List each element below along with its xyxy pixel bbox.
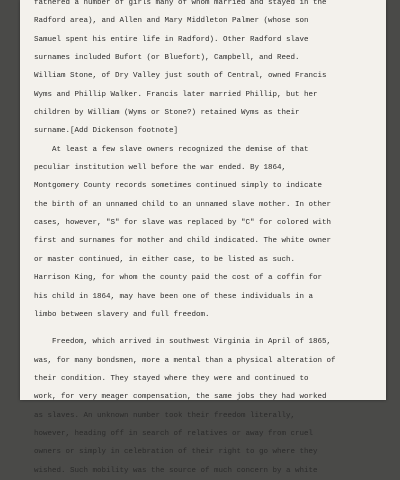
- text-line: Freedom, which arrived in southwest Virginia in April of 1865,: [34, 338, 332, 347]
- text-line: fathered a number of girls many of whom married and stayed in the: [34, 0, 327, 7]
- text-line: cases, however, "S" for slave was replaced by "C" for colored with: [34, 219, 332, 228]
- text-line: children by William (Wyms or Stone?) retained Wyms as their: [34, 109, 300, 118]
- text-line: Samuel spent his entire life in Radford). Other Radford slave: [34, 35, 309, 44]
- text-line: wished. Such mobility was the source of much concern by a white: [34, 466, 318, 475]
- document-body-text: [34, 0, 378, 480]
- text-line: as slaves. An unknown number took their freedom literally,: [34, 411, 296, 420]
- text-line: his child in 1864, may have been one of these individuals in a: [34, 292, 314, 301]
- text-line: or master continued, in either case, to be listed as such.: [34, 255, 296, 264]
- paragraph-gap: [34, 324, 378, 333]
- text-line: the birth of an unnamed child to an unnamed slave mother. In other: [34, 200, 332, 209]
- text-line: owners or simply in celebration of their right to go where they: [34, 448, 318, 457]
- text-line: however, heading off in search of relatives or away from cruel: [34, 429, 314, 438]
- text-line: their condition. They stayed where they were and continued to: [34, 374, 309, 383]
- text-line: first and surnames for mother and child indicated. The white owner: [34, 237, 332, 246]
- text-line: Montgomery County records sometimes continued simply to indicate: [34, 182, 323, 191]
- text-line: limbo between slavery and full freedom.: [34, 310, 210, 319]
- text-line: Wyms and Phillip Walker. Francis later married Phillip, but her: [34, 90, 318, 99]
- text-line: Radford area), and Allen and Mary Middleton Palmer (whose son: [34, 17, 309, 26]
- document-page: [20, 0, 386, 475]
- text-line: work, for very meager compensation, the same jobs they had worked: [34, 393, 327, 402]
- text-line: At least a few slave owners recognized the demise of that: [34, 145, 309, 154]
- text-line: surnames included Bufort (or Bluefort), Campbell, and Reed.: [34, 54, 300, 63]
- text-line: was, for many bondsmen, more a mental than a physical alteration of: [34, 356, 336, 365]
- text-line: surname.[Add Dickenson footnote]: [34, 127, 179, 136]
- text-line: William Stone, of Dry Valley just south of Central, owned Francis: [34, 72, 327, 81]
- text-line: peculiar institution well before the war ended. By 1864,: [34, 164, 287, 173]
- text-line: Harrison King, for whom the county paid the cost of a coffin for: [34, 274, 323, 283]
